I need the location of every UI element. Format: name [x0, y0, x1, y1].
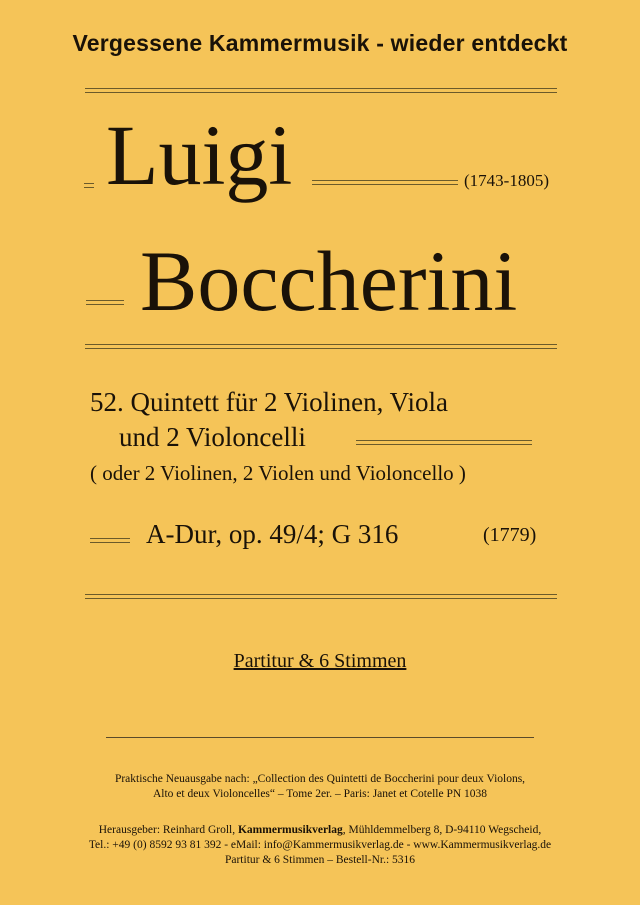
divider-lower [85, 594, 557, 599]
decor-rule [90, 538, 130, 543]
source-line-2: Alto et deux Violoncelles“ – Tome 2er. – Paris: Janet et Cotelle PN 1038 [152, 788, 488, 800]
decor-rule [312, 180, 458, 185]
publisher-prefix: Herausgeber: Reinhard Groll, [98, 824, 238, 836]
work-year: (1779) [483, 524, 537, 546]
contact-line: Tel.: +49 (0) 8592 93 81 392 - eMail: info@Kammermusikverlag.de - www.Kammermusikverlag.de [88, 839, 552, 851]
edition-contents: Partitur & 6 Stimmen [233, 650, 407, 672]
work-title-line1: 52. Quintett für 2 Violinen, Viola [90, 387, 448, 417]
work-key-opus: A-Dur, op. 49/4; G 316 [146, 519, 399, 549]
publisher-name: Kammermusikverlag [237, 824, 343, 836]
divider-mid [85, 344, 557, 349]
decor-rule [84, 183, 94, 188]
order-line: Partitur & 6 Stimmen – Bestell-Nr.: 5316 [224, 854, 416, 866]
composer-first-name: Luigi [106, 107, 293, 203]
work-alternative: ( oder 2 Violinen, 2 Violen und Violoncello ) [90, 461, 466, 485]
divider-top [85, 88, 557, 93]
composer-last-name: Boccherini [140, 233, 518, 329]
publisher-address: , Mühldemmelberg 8, D-94110 Wegscheid, [342, 824, 542, 836]
decor-rule [356, 440, 532, 445]
divider-thin [106, 737, 534, 738]
series-title: Vergessene Kammermusik - wieder entdeckt [72, 30, 568, 56]
source-line-1: Praktische Neuausgabe nach: „Collection des Quintetti de Boccherini pour deux Violons, [114, 773, 526, 785]
work-title-line2: und 2 Violoncelli [119, 422, 306, 452]
composer-dates: (1743-1805) [464, 171, 549, 190]
publisher-line [0, 823, 640, 838]
decor-rule [86, 300, 124, 305]
